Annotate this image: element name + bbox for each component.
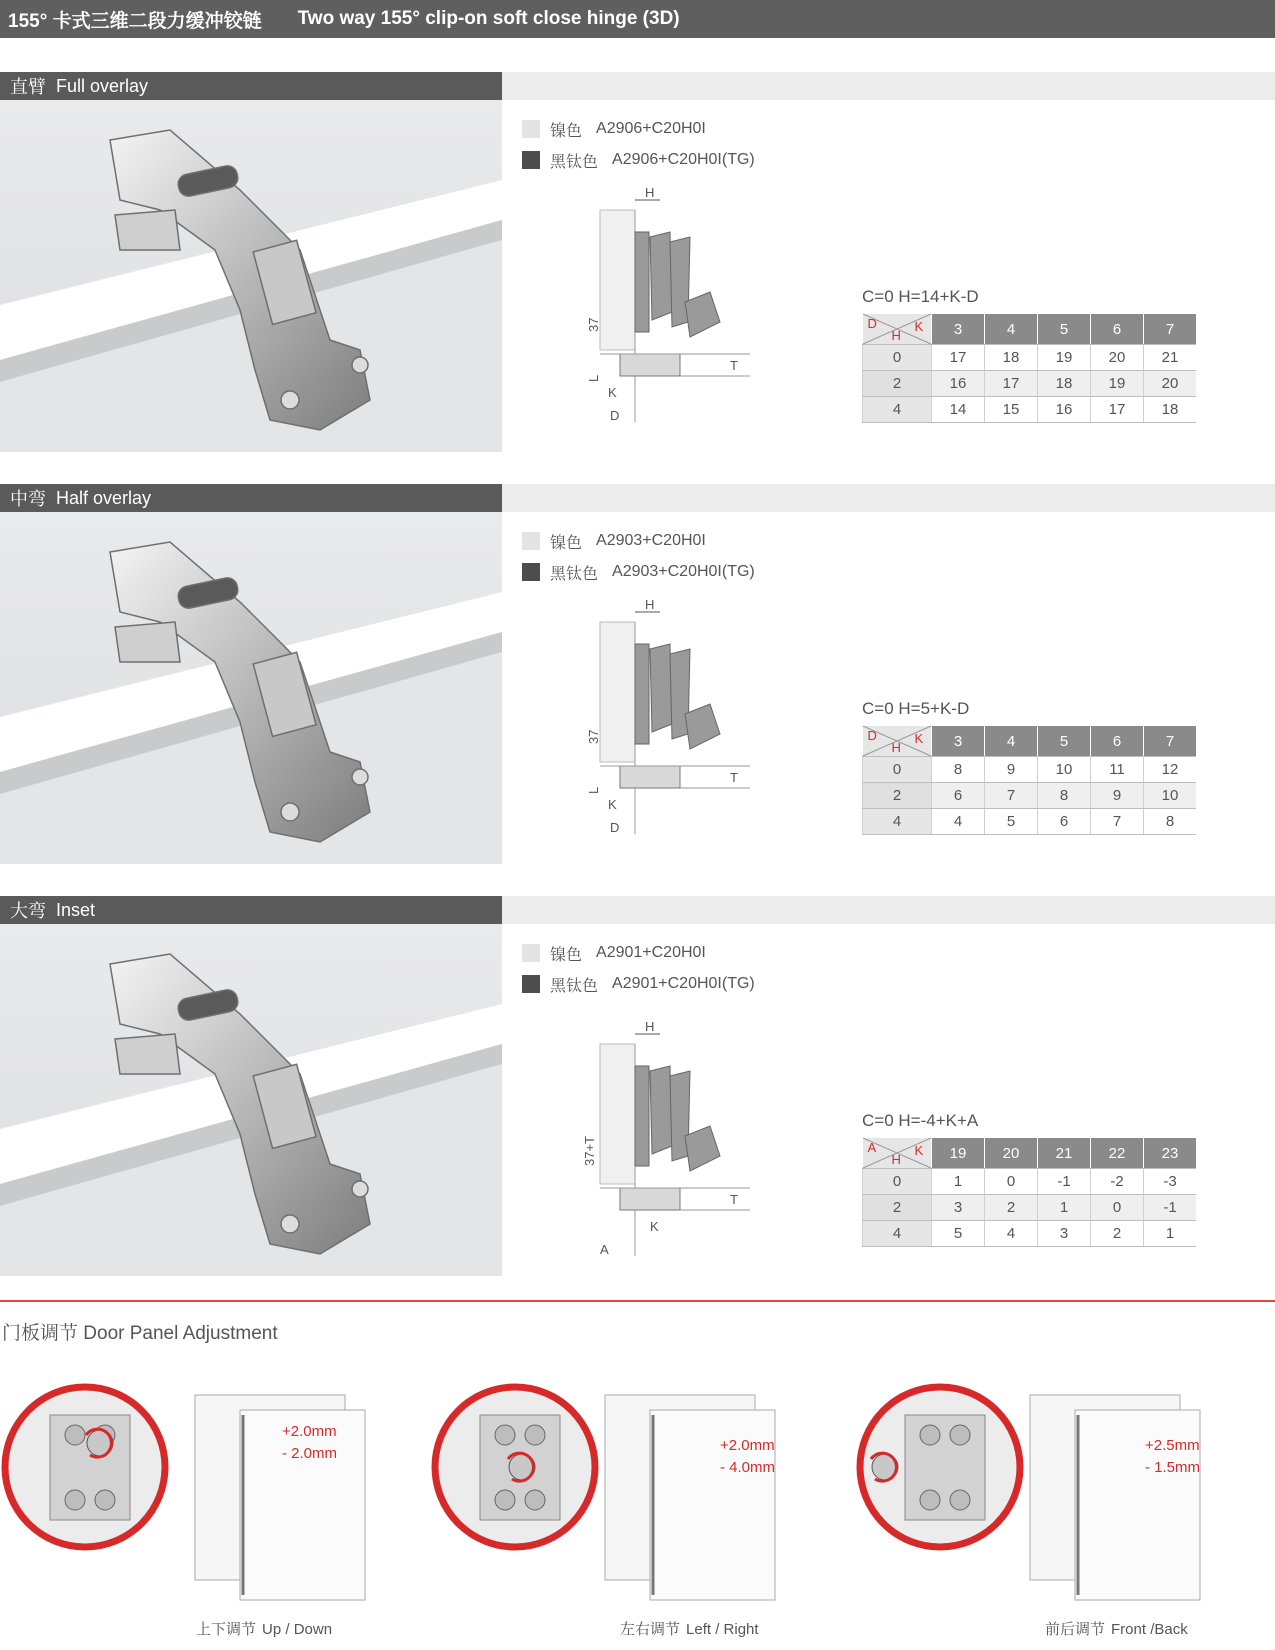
table-row-key: 4 [863, 809, 932, 835]
finish-black [522, 149, 755, 171]
table-col-header: 4 [985, 726, 1038, 757]
table-cell: -1 [1144, 1195, 1197, 1221]
corner-col-label: K [914, 731, 924, 746]
adjustment-group [855, 1385, 1255, 1650]
table-cell: 12 [1144, 757, 1197, 783]
table-cell: 21 [1144, 345, 1197, 371]
table-cell: -1 [1038, 1169, 1091, 1195]
adjustment-plus: +2.5mm [1145, 1437, 1200, 1454]
hinge-section [0, 72, 1275, 452]
table-col-header: 6 [1091, 726, 1144, 757]
table-cell: 10 [1038, 757, 1091, 783]
table-cell: 8 [932, 757, 985, 783]
svg-text:37: 37 [586, 317, 601, 332]
adjustment-plus: +2.0mm [282, 1423, 337, 1440]
corner-row-label: A [867, 1140, 877, 1155]
table-cell: 0 [985, 1169, 1038, 1195]
table-cell: 19 [1091, 371, 1144, 397]
table-cell: 3 [932, 1195, 985, 1221]
table-row [863, 1169, 1197, 1195]
svg-text:T: T [730, 1192, 738, 1207]
table-corner [863, 314, 932, 345]
dim-label-top: H [645, 597, 655, 612]
dimension-diagram-icon [586, 185, 790, 442]
svg-text:37+T: 37+T [582, 1136, 597, 1166]
nickel-swatch [522, 944, 540, 962]
finish-nickel [522, 530, 706, 552]
table-cell: 17 [932, 345, 985, 371]
table-row-key: 0 [863, 757, 932, 783]
adjustment-caption [1045, 1618, 1188, 1639]
section-header [0, 72, 502, 100]
table-cell: 9 [985, 757, 1038, 783]
finish-black-code: A2906+C20H0I(TG) [612, 151, 755, 168]
adjustment-caption-en: Up / Down [262, 1621, 333, 1638]
title-bar [0, 0, 1275, 38]
section-label-en: Half overlay [56, 487, 152, 508]
table-cell: 2 [1091, 1221, 1144, 1247]
section-label-en: Full overlay [56, 75, 149, 96]
table-cell: -2 [1091, 1169, 1144, 1195]
section-label-cn: 直臂 [10, 77, 46, 97]
adjustment-values [720, 1435, 775, 1479]
table-cell: 17 [985, 371, 1038, 397]
dimension-diagram-icon [586, 597, 790, 854]
finish-nickel-code: A2901+C20H0I [596, 944, 706, 961]
adjustment-minus: - 2.0mm [282, 1445, 338, 1462]
table-row-key: 4 [863, 397, 932, 423]
table-row-key: 0 [863, 1169, 932, 1195]
nickel-swatch [522, 120, 540, 138]
finish-black [522, 561, 755, 583]
adjustment-caption [620, 1618, 759, 1639]
table-row [863, 1195, 1197, 1221]
section-label-en: Inset [56, 899, 96, 920]
formula: C=0 H=5+K-D [862, 699, 970, 718]
hinge-section [0, 484, 1275, 864]
svg-text:L: L [586, 374, 601, 382]
corner-row-label: D [867, 728, 877, 743]
svg-text:D: D [610, 820, 620, 835]
dim-label-top: H [645, 1019, 655, 1034]
hinge-photo [0, 924, 502, 1276]
adjustment-minus: - 1.5mm [1145, 1459, 1201, 1476]
adjustment-illustration-icon [430, 1385, 830, 1610]
black-titanium-swatch [522, 563, 540, 581]
table-row [863, 345, 1197, 371]
black-titanium-swatch [522, 151, 540, 169]
finish-black [522, 973, 755, 995]
hinge-photo [0, 512, 502, 864]
table-corner [863, 1138, 932, 1169]
table-row [863, 783, 1197, 809]
table-cell: -3 [1144, 1169, 1197, 1195]
table-col-header: 3 [932, 314, 985, 345]
table-cell: 14 [932, 397, 985, 423]
dim-label-top: H [645, 185, 655, 200]
finish-nickel-code: A2903+C20H0I [596, 532, 706, 549]
table-col-header: 7 [1144, 314, 1197, 345]
adjustment-caption-cn: 上下调节 [196, 1621, 257, 1638]
table-cell: 5 [985, 809, 1038, 835]
table-col-header: 23 [1144, 1138, 1197, 1169]
corner-col-label: K [914, 319, 924, 334]
section-label-cn: 大弯 [10, 901, 46, 921]
adjustment-caption-cn: 前后调节 [1045, 1621, 1106, 1638]
table-col-header: 6 [1091, 314, 1144, 345]
table-cell: 3 [1038, 1221, 1091, 1247]
table-cell: 5 [932, 1221, 985, 1247]
table-cell: 4 [932, 809, 985, 835]
section-header [0, 484, 502, 512]
svg-text:T: T [730, 770, 738, 785]
nickel-swatch [522, 532, 540, 550]
table-row [863, 371, 1197, 397]
table-corner [863, 726, 932, 757]
table-cell: 15 [985, 397, 1038, 423]
table-col-header: 20 [985, 1138, 1038, 1169]
table-cell: 1 [1144, 1221, 1197, 1247]
dimension-diagram-icon [582, 1019, 790, 1276]
table-col-header: 19 [932, 1138, 985, 1169]
adjustment-values [282, 1421, 337, 1465]
table-cell: 2 [985, 1195, 1038, 1221]
table-cell: 7 [1091, 809, 1144, 835]
corner-mid-label: H [891, 1152, 901, 1167]
section-header-band [502, 896, 1275, 924]
table-cell: 9 [1091, 783, 1144, 809]
section-label-cn: 中弯 [10, 489, 46, 509]
finish-black-code: A2901+C20H0I(TG) [612, 975, 755, 992]
hinge-photo-icon [0, 512, 502, 864]
table-cell: 17 [1091, 397, 1144, 423]
svg-text:L: L [586, 786, 601, 794]
table-col-header: 22 [1091, 1138, 1144, 1169]
adjustment-plus: +2.0mm [720, 1437, 775, 1454]
table-cell: 6 [932, 783, 985, 809]
table-row [863, 397, 1197, 423]
section-divider [0, 1300, 1275, 1302]
table-row-key: 2 [863, 783, 932, 809]
table-row-key: 4 [863, 1221, 932, 1247]
table-cell: 8 [1144, 809, 1197, 835]
table-row [863, 757, 1197, 783]
hinge-photo [0, 100, 502, 452]
table-cell: 10 [1144, 783, 1197, 809]
hinge-photo-icon [0, 100, 502, 452]
adjustment-caption-en: Front /Back [1111, 1621, 1188, 1638]
svg-text:37: 37 [586, 729, 601, 744]
table-cell: 7 [985, 783, 1038, 809]
svg-text:D: D [610, 408, 620, 423]
table-col-header: 4 [985, 314, 1038, 345]
table-cell: 0 [1091, 1195, 1144, 1221]
table-cell: 1 [932, 1169, 985, 1195]
table-row-key: 2 [863, 371, 932, 397]
corner-mid-label: H [891, 328, 901, 343]
adjustment-values [1145, 1435, 1200, 1479]
table-col-header: 3 [932, 726, 985, 757]
table-col-header: 5 [1038, 314, 1091, 345]
adjustment-caption-en: Left / Right [686, 1621, 759, 1638]
section-header [0, 896, 502, 924]
table-cell: 18 [985, 345, 1038, 371]
formula: C=0 H=14+K-D [862, 287, 979, 306]
table-cell: 20 [1091, 345, 1144, 371]
table-cell: 18 [1038, 371, 1091, 397]
corner-row-label: D [867, 316, 877, 331]
svg-text:A: A [600, 1242, 609, 1257]
table-row-key: 0 [863, 345, 932, 371]
table-col-header: 7 [1144, 726, 1197, 757]
table-col-header: 21 [1038, 1138, 1091, 1169]
table-cell: 4 [985, 1221, 1038, 1247]
adjustment-caption-cn: 左右调节 [620, 1621, 681, 1638]
adjustment-caption [196, 1618, 332, 1639]
finish-nickel [522, 942, 706, 964]
table-cell: 20 [1144, 371, 1197, 397]
table-col-header: 5 [1038, 726, 1091, 757]
adjustment-title: 门板调节 Door Panel Adjustment [2, 1323, 278, 1344]
spec-table [862, 726, 1196, 835]
adjustment-illustration-icon [0, 1385, 400, 1610]
finish-nickel-code: A2906+C20H0I [596, 120, 706, 137]
finish-black-code: A2903+C20H0I(TG) [612, 563, 755, 580]
finish-nickel [522, 118, 706, 140]
finish-nickel-label: 镍色 [550, 946, 583, 964]
svg-text:T: T [730, 358, 738, 373]
table-cell: 19 [1038, 345, 1091, 371]
title-cn: 155° 卡式三维二段力缓冲铰链 [8, 10, 262, 32]
corner-mid-label: H [891, 740, 901, 755]
title-en: Two way 155° clip-on soft close hinge (3D) [297, 8, 680, 29]
table-row [863, 809, 1197, 835]
spec-table [862, 1138, 1196, 1247]
table-row-key: 2 [863, 1195, 932, 1221]
table-cell: 16 [1038, 397, 1091, 423]
adjustment-illustration-icon [855, 1385, 1255, 1610]
adjustment-group [0, 1385, 400, 1650]
table-cell: 8 [1038, 783, 1091, 809]
finish-black-label: 黑钛色 [550, 153, 599, 171]
adjustment-group [430, 1385, 830, 1650]
finish-black-label: 黑钛色 [550, 565, 599, 583]
svg-text:K: K [608, 385, 617, 400]
finish-nickel-label: 镍色 [550, 122, 583, 140]
table-cell: 6 [1038, 809, 1091, 835]
spec-table [862, 314, 1196, 423]
adjustment-minus: - 4.0mm [720, 1459, 776, 1476]
section-header-band [502, 484, 1275, 512]
hinge-photo-icon [0, 924, 502, 1276]
table-cell: 1 [1038, 1195, 1091, 1221]
svg-text:K: K [608, 797, 617, 812]
table-cell: 11 [1091, 757, 1144, 783]
table-cell: 16 [932, 371, 985, 397]
black-titanium-swatch [522, 975, 540, 993]
finish-black-label: 黑钛色 [550, 977, 599, 995]
corner-col-label: K [914, 1143, 924, 1158]
finish-nickel-label: 镍色 [550, 534, 583, 552]
svg-text:K: K [650, 1219, 659, 1234]
table-row [863, 1221, 1197, 1247]
formula: C=0 H=-4+K+A [862, 1111, 979, 1130]
table-cell: 18 [1144, 397, 1197, 423]
section-header-band [502, 72, 1275, 100]
hinge-section [0, 896, 1275, 1276]
